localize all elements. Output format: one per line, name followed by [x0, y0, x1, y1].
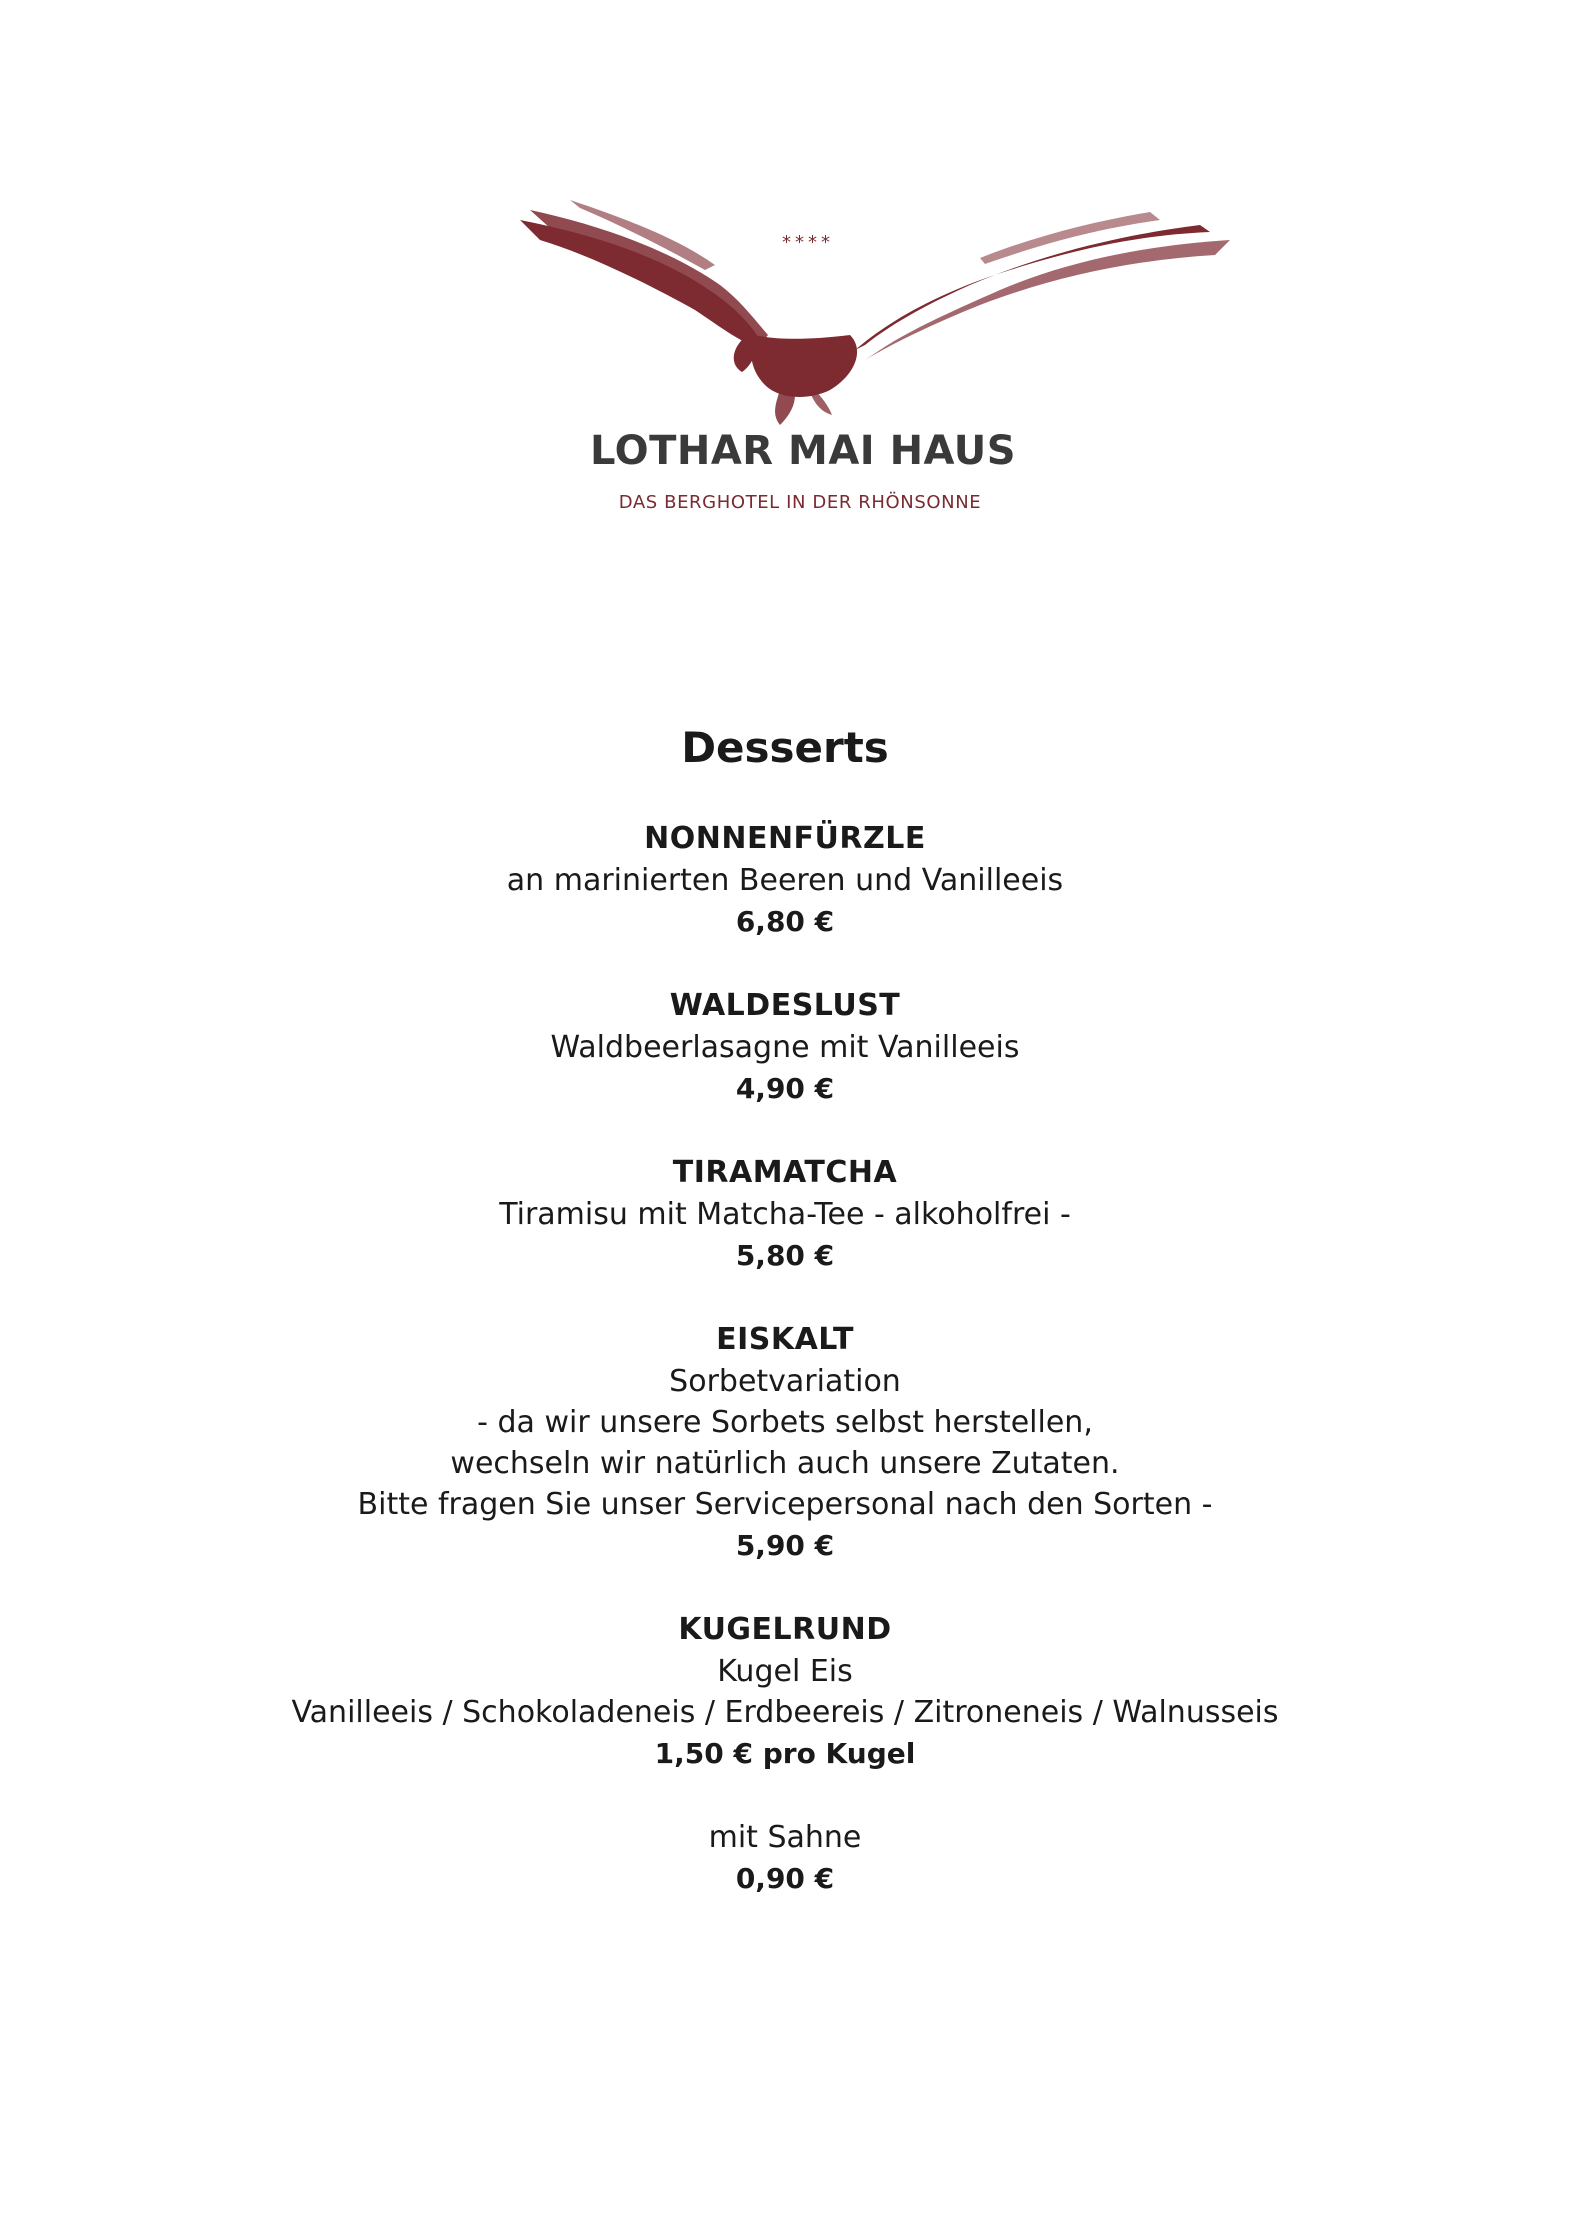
menu-item-description: Vanilleeis / Schokoladeneis / Erdbeereis / Zitroneneis / Walnusseis: [291, 1695, 1279, 1730]
hotel-name: LOTHAR MAI HAUS: [590, 428, 1017, 474]
menu-item-name: TIRAMATCHA: [672, 1155, 898, 1190]
menu-item-price: 5,80 €: [735, 1239, 835, 1272]
menu-item-tiramatcha: [0, 1152, 1570, 1277]
menu-item-description: an marinierten Beeren und Vanilleeis: [506, 863, 1064, 898]
menu-item-name: KUGELRUND: [678, 1612, 892, 1647]
menu-item-price: 6,80 €: [735, 905, 835, 938]
menu-item-sahne: [0, 1817, 1570, 1900]
menu-item-name: NONNENFÜRZLE: [644, 821, 926, 856]
menu-item-waldeslust: [0, 985, 1570, 1110]
menu-item-price: 5,90 €: [735, 1529, 835, 1562]
menu-item-eiskalt: [0, 1319, 1570, 1567]
eagle-logo-icon: [510, 200, 1230, 430]
menu-item-price: 1,50 € pro Kugel: [654, 1737, 916, 1770]
menu-item-description: Bitte fragen Sie unser Servicepersonal nach den Sorten -: [357, 1487, 1213, 1522]
menu-item-price: 4,90 €: [735, 1072, 835, 1105]
hotel-tagline: DAS BERGHOTEL IN DER RHÖNSONNE: [618, 492, 982, 513]
logo-stars: ****: [782, 232, 834, 253]
menu-item-description: Waldbeerlasagne mit Vanilleeis: [550, 1030, 1020, 1065]
menu-item-nonnenfuerzle: [0, 818, 1570, 943]
menu-item-price: 0,90 €: [735, 1862, 835, 1895]
menu-item-kugelrund: [0, 1609, 1570, 1775]
menu-item-description: - da wir unsere Sorbets selbst herstellen,: [477, 1405, 1093, 1440]
menu-item-description: Tiramisu mit Matcha-Tee - alkoholfrei -: [499, 1197, 1071, 1232]
menu-item-description: mit Sahne: [708, 1820, 862, 1855]
menu-item-description: Kugel Eis: [717, 1654, 853, 1689]
menu-item-description: wechseln wir natürlich auch unsere Zutaten.: [450, 1446, 1120, 1481]
menu-item-name: EISKALT: [716, 1322, 854, 1357]
menu-item-name: WALDESLUST: [669, 988, 901, 1023]
dessert-menu: [0, 718, 1570, 1942]
hotel-logo: [510, 200, 1230, 530]
menu-title: Desserts: [681, 723, 889, 772]
menu-item-description: Sorbetvariation: [669, 1364, 901, 1399]
